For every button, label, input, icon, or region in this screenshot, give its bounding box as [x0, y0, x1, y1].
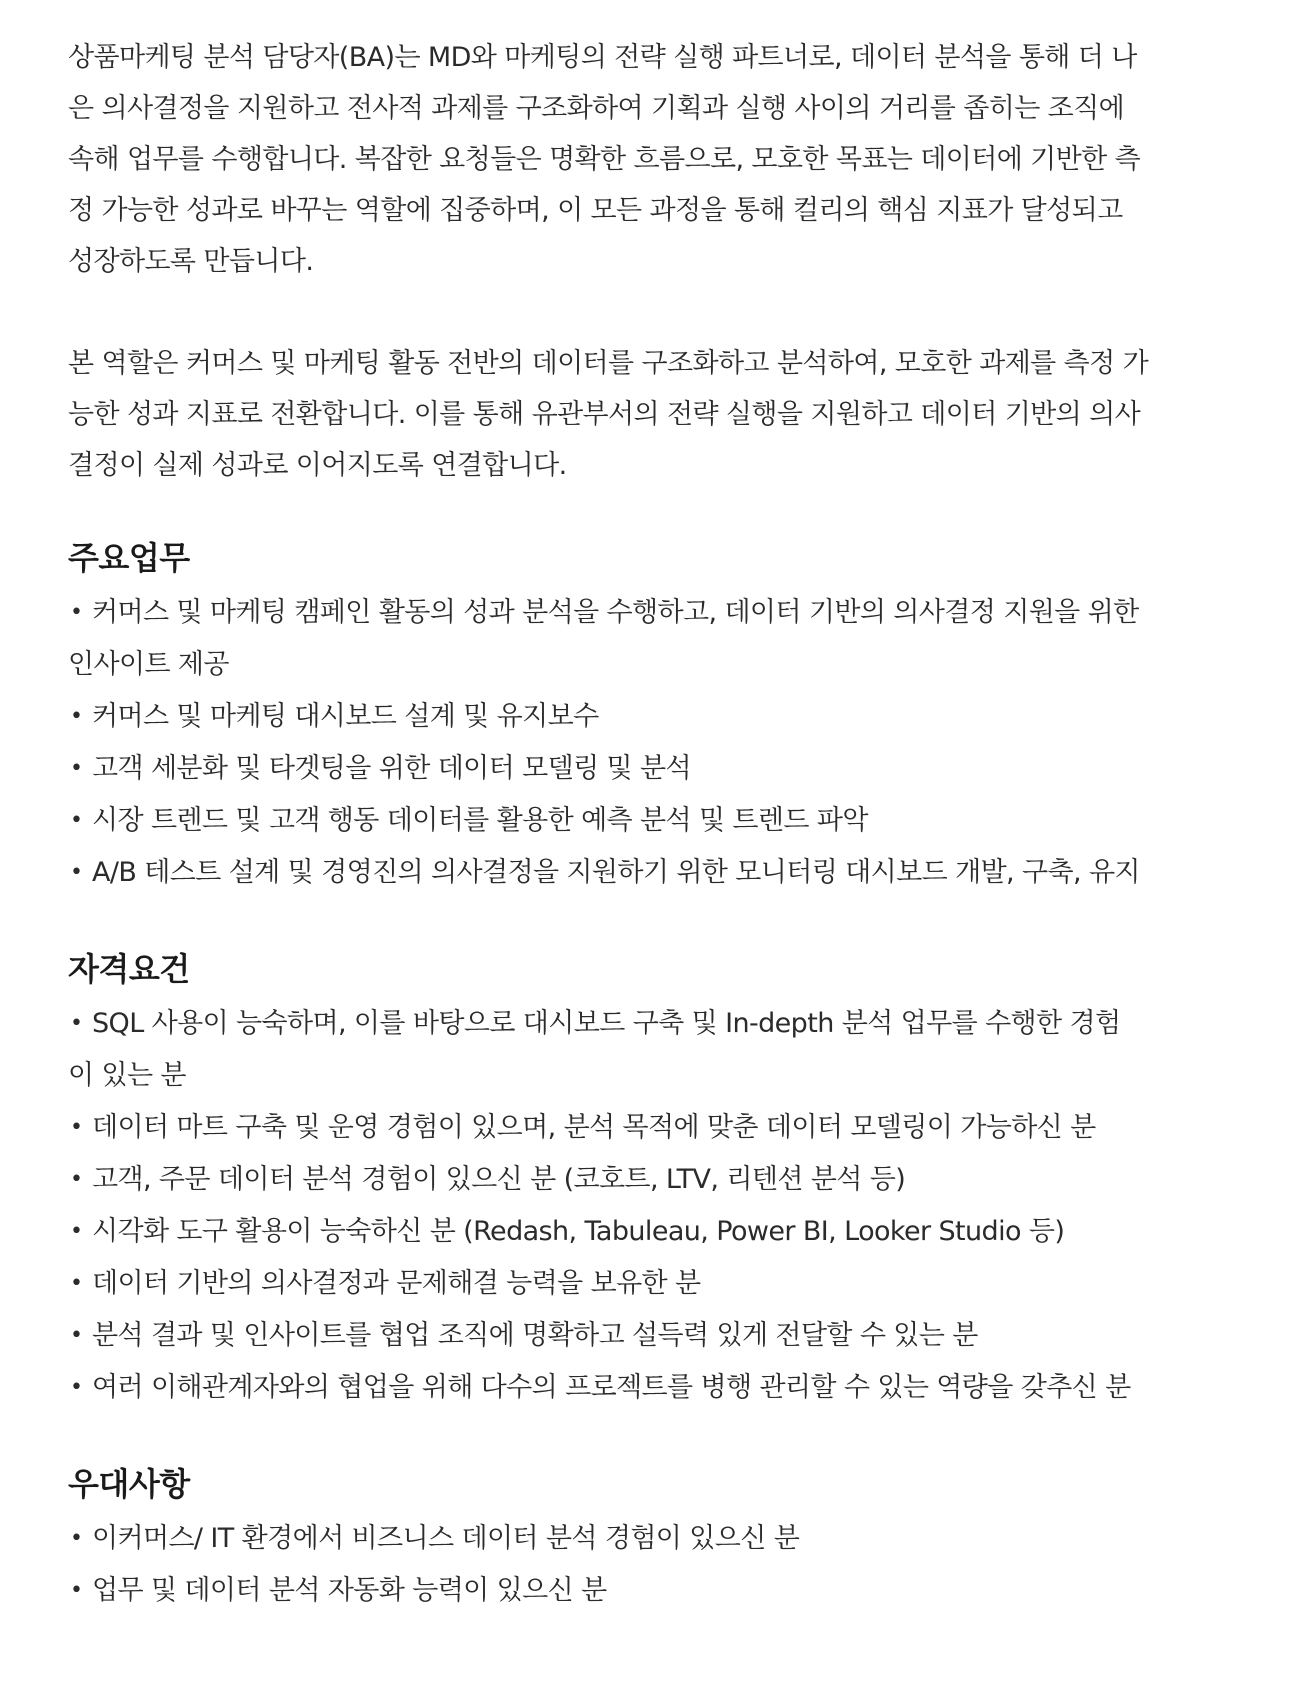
list-item-text: A/B 테스트 설계 및 경영진의 의사결정을 지원하기 위한 모니터링 대시보드 개발, 구축, 유지 [92, 857, 1140, 888]
list-item [68, 1154, 1248, 1206]
section-title-preferred: 우대사항 [68, 1465, 190, 1503]
list-item-text: 업무 및 데이터 분석 자동화 능력이 있으신 분 [92, 1575, 607, 1606]
bullet-icon: • [70, 1578, 83, 1603]
text-line: 본 역할은 커머스 및 마케팅 활동 전반의 데이터를 구조화하고 분석하여, 모호한 과제를 측정 가 [68, 348, 1149, 379]
preferred-list [68, 1513, 1248, 1617]
intro-paragraph-1 [68, 32, 1248, 287]
text-line: 성장하도록 만듭니다. [68, 246, 314, 277]
list-item-text-continued: 이 있는 분 [68, 1060, 186, 1091]
list-item [68, 587, 1248, 691]
text-line: 속해 업무를 수행합니다. 복잡한 요청들은 명확한 흐름으로, 모호한 목표는 데이터에 기반한 측 [68, 144, 1141, 175]
bullet-icon: • [70, 1526, 83, 1551]
list-item-text: 분석 결과 및 인사이트를 협업 조직에 명확하고 설득력 있게 전달할 수 있는 분 [92, 1320, 978, 1351]
list-item-text: 이커머스/ IT 환경에서 비즈니스 데이터 분석 경험이 있으신 분 [92, 1523, 800, 1554]
bullet-icon: • [70, 860, 83, 885]
bullet-icon: • [70, 1219, 83, 1244]
text-line: 능한 성과 지표로 전환합니다. 이를 통해 유관부서의 전략 실행을 지원하고 데이터 기반의 의사 [68, 399, 1141, 430]
list-item [68, 998, 1248, 1102]
list-item-text-continued: 인사이트 제공 [68, 649, 229, 680]
text-line: 결정이 실제 성과로 이어지도록 연결합니다. [68, 450, 567, 481]
list-item-text: 데이터 기반의 의사결정과 문제해결 능력을 보유한 분 [92, 1268, 701, 1299]
list-item [68, 691, 1248, 743]
list-item-text: 시각화 도구 활용이 능숙하신 분 (Redash, Tabuleau, Power BI, Looker Studio 등) [92, 1216, 1065, 1247]
bullet-icon: • [70, 808, 83, 833]
list-item-text: 시장 트렌드 및 고객 행동 데이터를 활용한 예측 분석 및 트렌드 파악 [92, 805, 868, 836]
text-line: 은 의사결정을 지원하고 전사적 과제를 구조화하여 기획과 실행 사이의 거리를 좁히는 조직에 [68, 93, 1125, 124]
list-item-text: 커머스 및 마케팅 대시보드 설계 및 유지보수 [92, 701, 599, 732]
bullet-icon: • [70, 756, 83, 781]
list-item [68, 743, 1248, 795]
bullet-icon: • [70, 1323, 83, 1348]
list-item [68, 1362, 1248, 1414]
bullet-icon: • [70, 1011, 83, 1036]
requirements-list [68, 998, 1248, 1414]
list-item [68, 1102, 1248, 1154]
bullet-icon: • [70, 600, 83, 625]
job-description [68, 32, 1248, 1617]
bullet-icon: • [70, 1375, 83, 1400]
bullet-icon: • [70, 1271, 83, 1296]
list-item-text: SQL 사용이 능숙하며, 이를 바탕으로 대시보드 구축 및 In-depth 분석 업무를 수행한 경험 [92, 1008, 1121, 1039]
text-line: 정 가능한 성과로 바꾸는 역할에 집중하며, 이 모든 과정을 통해 컬리의 핵심 지표가 달성되고 [68, 195, 1123, 226]
list-item-text: 여러 이해관계자와의 협업을 위해 다수의 프로젝트를 병행 관리할 수 있는 역량을 갖추신 분 [92, 1372, 1131, 1403]
list-item-text: 고객 세분화 및 타겟팅을 위한 데이터 모델링 및 분석 [92, 753, 691, 784]
section-title-requirements: 자격요건 [68, 950, 190, 988]
section-title-duties: 주요업무 [68, 539, 190, 577]
list-item [68, 1206, 1248, 1258]
text-line: 상품마케팅 분석 담당자(BA)는 MD와 마케팅의 전략 실행 파트너로, 데이터 분석을 통해 더 나 [68, 42, 1137, 73]
list-item-text: 고객, 주문 데이터 분석 경험이 있으신 분 (코호트, LTV, 리텐션 분석 등) [92, 1164, 906, 1195]
list-item [68, 1310, 1248, 1362]
list-item [68, 1565, 1248, 1617]
list-item [68, 1513, 1248, 1565]
bullet-icon: • [70, 1167, 83, 1192]
list-item-text: 데이터 마트 구축 및 운영 경험이 있으며, 분석 목적에 맞춘 데이터 모델링이 가능하신 분 [92, 1112, 1096, 1143]
list-item-text: 커머스 및 마케팅 캠페인 활동의 성과 분석을 수행하고, 데이터 기반의 의사결정 지원을 위한 [92, 597, 1139, 628]
intro-paragraph-2 [68, 338, 1248, 491]
list-item [68, 847, 1248, 899]
duties-list [68, 587, 1248, 899]
bullet-icon: • [70, 704, 83, 729]
list-item [68, 795, 1248, 847]
bullet-icon: • [70, 1115, 83, 1140]
list-item [68, 1258, 1248, 1310]
